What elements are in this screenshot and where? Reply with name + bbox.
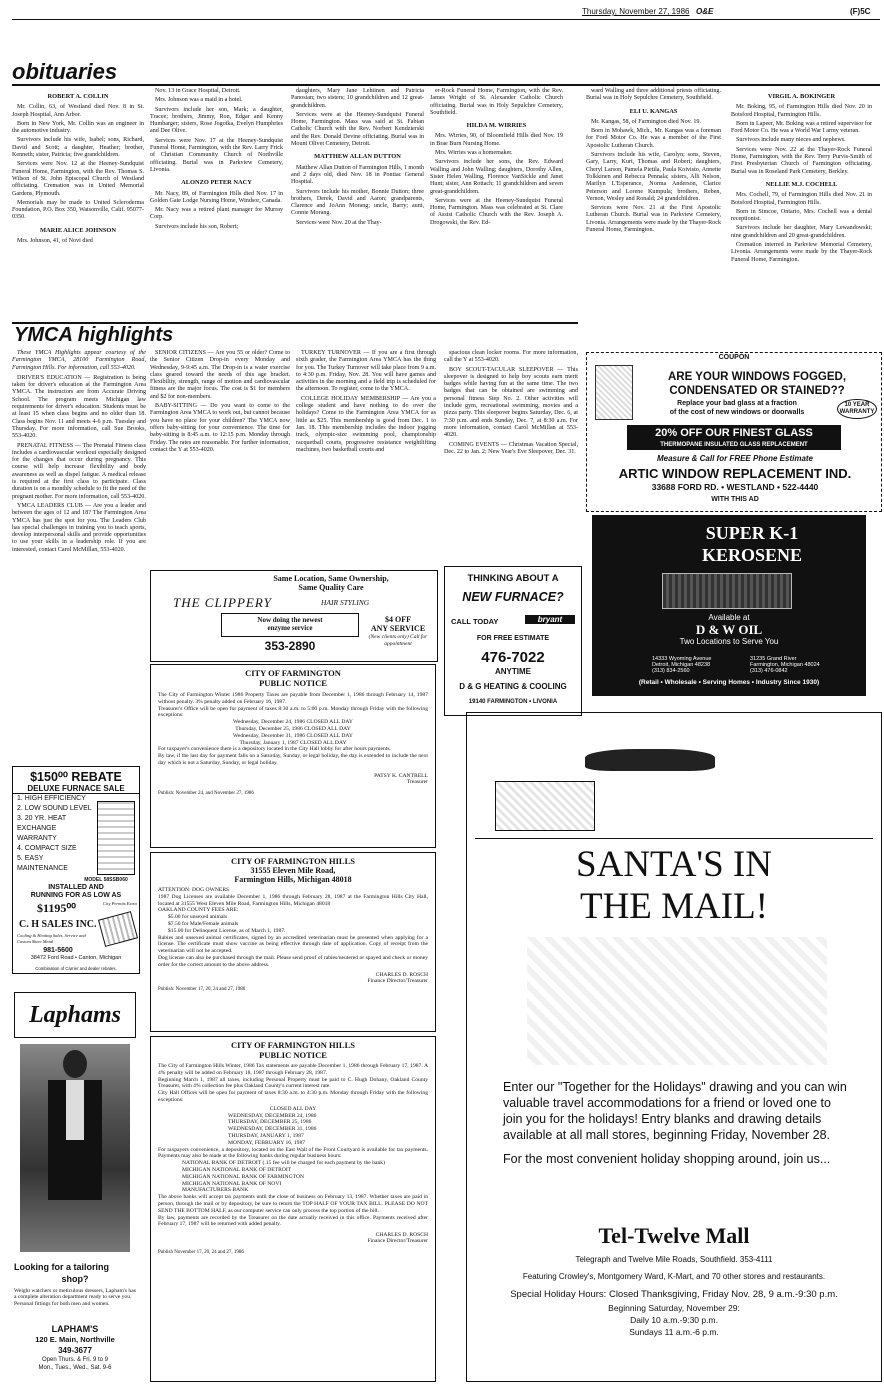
obit-col-5 xyxy=(586,88,721,348)
rebate-running: RUNNING FOR AS LOW AS xyxy=(30,892,122,899)
notice3-subtitle: PUBLIC NOTICE xyxy=(259,1050,327,1060)
list-item: MICHIGAN NATIONAL BANK OF DETROIT xyxy=(182,1166,292,1173)
article-paragraph: Survivors include his mother, Bonnie Dutton; three brothers, Derek, David and Aaron; grandparents, Clarence and JoAnn Morang; uncle, Barry; aunt, Connie Morang. xyxy=(291,188,424,217)
notice3-paragraph-6: By law, payments are recorded by the Treasurer on the date actually received in this office. Payments received after February 17, 1987 will be returned with added penalty. xyxy=(158,1214,428,1228)
furnace-thinking: THINKING ABOUT A xyxy=(467,573,559,584)
notice2-attention: ATTENTION: DOG OWNERS xyxy=(158,887,230,893)
house-silhouette xyxy=(495,781,595,831)
dw-kerosene: KEROSENE xyxy=(701,545,803,565)
clippery-line-1: Same Location, Same Ownership, xyxy=(273,574,389,583)
article-paragraph: Mrs. Wirries was a homemaker. xyxy=(435,150,513,157)
article-paragraph: Survivors include many nieces and nephews. xyxy=(736,137,846,144)
tel-twelve-mall-ad xyxy=(466,712,882,1382)
artic-sub-2: of the cost of new windows or doorwalls xyxy=(669,409,805,416)
article-paragraph: Mr. Nacy, 89, of Farmington Hills died Nov. 17 in Golden Gate Lodge Nursing Home, Windsor, Canada. xyxy=(150,190,283,204)
list-item: Wednesday, December 31, 1986 CLOSED ALL DAY xyxy=(233,732,353,739)
ymca-title: YMCA highlights xyxy=(14,324,174,346)
article-paragraph: daughters, Mary Jane Lehtinen and Patricia Panosian; two sisters; 10 grandchildren and 12 great-grandchildren. xyxy=(291,88,424,109)
artic-sub-1: Replace your bad glass at a fraction xyxy=(677,400,797,407)
mail-illustration xyxy=(527,937,827,1065)
furnace-anytime: ANYTIME xyxy=(495,667,531,676)
artic-window-ad xyxy=(586,352,882,512)
clippery-tagline: HAIR STYLING xyxy=(321,598,370,607)
mall-paragraph-2: For the most convenient holiday shopping around, join us... xyxy=(503,1152,831,1166)
rebate-features xyxy=(13,794,93,874)
notice2-fee-2: $7.50 for Male/Female animals xyxy=(168,920,239,927)
rebate-model: MODEL 58SSB060 xyxy=(84,877,128,883)
article-paragraph: Services were Nov. 12 at the Heeney-Sundquist Funeral Home, Farmington, with the Rev. Thomas S. Wilson of St. John Episcopal Church of Westland officiating. Cremation was in United Memorial Gardens, Plymouth. xyxy=(12,161,144,197)
list-item: 5. EASY MAINTENANCE xyxy=(17,855,68,872)
notice2-signature: CHARLES D. ROSCH xyxy=(375,971,428,978)
notice3-signature: CHARLES D. ROSCH xyxy=(375,1232,428,1239)
notice3-closed: CLOSED ALL DAY xyxy=(269,1105,317,1112)
article-paragraph: COMING EVENTS — Christmas Vacation Special, Dec. 22 to Jan. 2; New Year's Eve Sleepover, Dec. 31. xyxy=(444,441,578,455)
furnace-address: 19140 FARMINGTON • LIVONIA xyxy=(468,699,558,705)
notice2-fee-1: $5.00 for unsexed animals xyxy=(168,914,228,921)
article-paragraph: Mr. Boking, 95, of Farmington Hills died Nov. 20 in Botsford Hospital, Farmington Hills. xyxy=(731,104,872,118)
dw-two-locations: Two Locations to Serve You xyxy=(679,637,779,646)
dw-address-1: 14333 Wyoming Avenue xyxy=(652,656,712,662)
mall-address: Telegraph and Twelve Mile Roads, Southfield. 353-4111 xyxy=(575,1255,773,1264)
article-paragraph: Mrs. Wirries, 90, of Bloomfield Hills died Nov. 19 in Brae Burn Nursing Home. xyxy=(430,133,563,147)
furnace-illustration xyxy=(97,801,135,875)
obituary-name-heading: VIRGIL A. BOKINGER xyxy=(767,93,836,100)
clippery-phone: 353-2890 xyxy=(264,639,316,653)
obituary-name-heading: ALONZO PETER NACY xyxy=(181,179,252,187)
mall-headline-1: SANTA'S IN xyxy=(576,844,772,885)
notice3-paragraph-2: Beginning March 1, 1987 all taxes, including Personal Property must be paid to C. Hugh Dohany, Oakland County Treasurer, with 4% collection fee plus Oakland County's current interest rate. xyxy=(158,1076,428,1090)
article-paragraph: spacious clean locker rooms. For more information, call the Y at 553-4020. xyxy=(444,350,578,364)
obit-col-2 xyxy=(150,88,283,320)
mall-daily-hours: Daily 10 a.m.-9:30 p.m. xyxy=(630,1315,718,1325)
list-item: By law, if the last day for payment falls on a Saturday, Sunday, or legal holiday, the day is extended to include the next day which is not a Saturday, Sunday, or legal holiday. xyxy=(158,753,428,766)
farmington-hills-dog-notice xyxy=(150,852,436,1032)
article-paragraph: PRENATAL FITNESS — The Prenatal Fitness class includes a cardiovascular workout especially designed for the changes that occur during pregnancy. This course will help increase flexibility and body awareness as well as dispel fatigue. A medical release is required at the first class to participate. Class duration is on a monthly schedule to fit the need of the pregnant mother. For more information, call 553-4020. xyxy=(12,442,146,500)
article-paragraph: Born in New York, Mr. Collin was an engineer in the automotive industry. xyxy=(12,120,144,135)
article-paragraph: Born in Mohawk, Mich., Mr. Kangas was a foreman for Ford Motor Co. He was a member of the First Apostolic Lutheran Church. xyxy=(586,128,721,149)
laphams-question-2: shop? xyxy=(61,1274,89,1284)
article-paragraph: Matthew Allan Dutton of Farmington Hills, 1 month and 2 days old, died Nov. 18 in Pontiac General Hospital. xyxy=(291,164,424,186)
article-paragraph: Services were Nov. 20 at the Thay- xyxy=(296,219,382,226)
furnace-new-furnace: NEW FURNACE? xyxy=(462,590,564,604)
rebate-dealer: C. H SALES INC. xyxy=(19,919,97,930)
dw-name: D & W OIL xyxy=(695,622,763,637)
article-paragraph: Services were Nov. 22 at the Thayer-Rock Funeral Home, Farmington, with the Rev. Terry Purvis-Smith of First Presbyterian Church of Farmington officiating. Burial was in Roseland Park Cemetery, Berkley. xyxy=(731,146,872,175)
house-illustration xyxy=(662,573,792,609)
clippery-note: (New clients only) Call for appointment xyxy=(368,634,428,647)
artic-headline-2: CONDENSATED OR STAINED?? xyxy=(669,385,845,397)
article-paragraph: Services were Nov. 17 at the Heeney-Sundquist Funeral Home, Farmington, with the Rev. Larry Frick of Christian Community Church of Northville officiating. Burial was in Parkview Cemetery, Livonia. xyxy=(150,137,283,173)
notice1-signature: PATSY K. CANTRELL xyxy=(374,772,428,779)
warranty-badge: 10 YEAR WARRANTY xyxy=(837,399,877,419)
coupon-label: COUPON xyxy=(718,354,750,361)
obituary-name-heading: MARIE ALICE JOHNSON xyxy=(40,226,116,234)
obit-col-3 xyxy=(291,88,424,320)
notice2-fees: OAKLAND COUNTY FEES ARE: xyxy=(158,907,239,914)
article-paragraph: Mr. Nacy was a retired plant manager for Murray Corp. xyxy=(150,207,283,221)
clippery-any-service: ANY SERVICE xyxy=(370,624,426,633)
list-item: MICHIGAN NATIONAL BANK OF FARMINGTON xyxy=(182,1173,305,1180)
with-this-ad: WITH THIS AD xyxy=(711,496,759,503)
mall-headline-2: THE MAIL! xyxy=(579,886,769,927)
rebate-phone: 981-5600 xyxy=(43,947,73,954)
mall-sunday-hours: Sundays 11 a.m.-6 p.m. xyxy=(629,1327,719,1337)
ymca-col-1 xyxy=(12,350,146,766)
notice3-body xyxy=(158,1063,428,1228)
laphams-name: LAPHAM'S xyxy=(51,1324,99,1334)
article-paragraph: YMCA LEADERS CLUB — Are you a leader and between the ages of 12 and 18? The Farmington Area YMCA has just the spot for you. The Leaders Club has special challenges in training you to teach sports, develop interpersonal skills and provide opportunities to use your skills in a leadership role. If you are interested, contact Carol McMillan, 553-4020. xyxy=(12,502,146,553)
mall-beginning: Beginning Saturday, November 29: xyxy=(608,1303,740,1313)
article-paragraph: Survivors include his wife, Carolyn; sons, Steven, Gary, Larry, Kurt, Thomas and Robert; daughters, Cheryl Larson, Pamela Pietila, Paula Koivisto, Annette Tolkkinen and Rebecca Pennala; sisters, Alli Nelson, Marilyn L'Esperance, Norma Anderson, Clarice Peterson and Lorene Kumpula; brothers, Reben, Vernon, Wesley and Ronald; 24 grandchildren. xyxy=(586,152,721,202)
notice3-banks xyxy=(158,1160,428,1194)
notice2-signature-title: Finance Director/Treasurer xyxy=(367,977,428,984)
notice3-publish: Publish November 17, 20, 24 and 27, 1986 xyxy=(158,1250,244,1256)
artic-name: ARTIC WINDOW REPLACEMENT IND. xyxy=(618,466,852,481)
article-paragraph: BABY-SITTING — Do you want to come to the Farmington Area YMCA to work out, but cannot because you have no place for your children? The YMCA now offers baby-sitting for your convenience. The time for baby-sitting is 8:45 a.m. to 12:15 p.m. Monday through Friday. The rates are reasonable. For further information, contact the Y at 553-4020. xyxy=(150,403,290,453)
dw-footer: (Retail • Wholesale • Serving Homes • Industry Since 1930) xyxy=(638,679,820,686)
gauge-illustration xyxy=(98,911,138,947)
furnace-dealer-name: D & G HEATING & COOLING xyxy=(459,682,567,691)
obit-col-1 xyxy=(12,88,144,320)
article-paragraph: Mrs. Johnson, 41, of Novi died xyxy=(17,238,93,245)
article-paragraph: Survivors include her son, Mark; a daughter, Tracee; brothers, Jimmy, Ron, Edgar and Kenny Humbarger; sisters, Rose Jogotka, Evelyn Humphries and Dee Olive. xyxy=(150,106,283,135)
mall-featuring: Featuring Crowley's, Montgomery Ward, K-Mart, and 70 other stores and restaurants. xyxy=(522,1272,826,1281)
list-item: NATIONAL BANK OF DETROIT (.15 fee will be charged for each payment by the bank) xyxy=(182,1160,385,1167)
header-paper: O&E xyxy=(696,7,714,16)
notice3-paragraph-3: City Hall Offices will be open for payment of taxes 8:30 a.m. to 4:30 p.m. Monday through Friday with the following exceptions: xyxy=(158,1090,428,1103)
laphams-body: Weight watchers or meticulous dressers, Lapham's has a complete alteration department ready to serve you. Personal fittings for both men and women. xyxy=(14,1288,136,1307)
list-item: WEDNESDAY, DECEMBER 24, 1986 xyxy=(228,1112,317,1119)
notice3-paragraph-4: For taxpayers convenience, a depository, located on the East Wall of the Front Courtyard is available for tax payments. Payments may also be made at the following banks during regular business hours: xyxy=(158,1146,428,1160)
article-paragraph: Survivors include her daughter, Mary Lewandowski; nine grandchildren and 20 great-grandchildren. xyxy=(731,225,872,239)
list-item: MONDAY, FEBRUARY 16, 1987 xyxy=(228,1139,306,1146)
article-paragraph: Mr. Collin, 63, of Westland died Nov. 8 in St. Joseph Hospital, Ann Arbor. xyxy=(12,104,144,118)
notice2-body xyxy=(158,887,428,969)
dw-phone-1: (313) 834-2560 xyxy=(652,668,690,674)
furnace-rebate-ad xyxy=(12,766,140,974)
list-item: Thursday, December 25, 1986 CLOSED ALL DAY xyxy=(235,725,351,732)
dw-oil-ad xyxy=(592,515,866,660)
article-paragraph: er-Rock Funeral Home, Farmington, with the Rev. James Wright of St. Alexander Catholic Church officiating. Burial was in Holy Sepulchre Cemetery, Southfield. xyxy=(430,88,563,116)
notice3-closed-days xyxy=(158,1113,428,1147)
list-item: THURSDAY, JANUARY 1, 1987 xyxy=(228,1132,304,1139)
article-paragraph: Mrs. Cochell, 79, of Farmington Hills died Nov. 21 in Botsford Hospital, Farmington Hills. xyxy=(731,192,872,206)
clippery-line-2: Same Quality Care xyxy=(298,583,364,592)
dw-city-1: Detroit, Michigan 48238 xyxy=(652,662,711,668)
notice2-city: Farmington Hills, Michigan 48018 xyxy=(234,875,352,884)
window-illustration xyxy=(595,365,633,420)
notice2-paragraph-1: 1987 Dog Licenses are available December 1, 1986 through February 28, 1987 at the Farmington Hills City Hall, located at 31555 West Eleven Mile Road, Farmington Hills, Michigan 48018 xyxy=(158,893,428,907)
model-photo xyxy=(20,1044,130,1252)
article-paragraph: BOY SCOUT-TACULAR SLEEPOVER — This sleepover is designed to help boy scouts earn merit badges while having fun at the same time. The two badges that can be obtained are swimming and personal fitness Step No. 2. Other activities will include gym, recreational swimming, movies and a pizza party. This sleepover begins Saturday, Dec. 6, at 7:30 p.m. and ends Sunday, Dec. 7, at 8:30 a.m. For more information, contact Carol McMillan at 553-4020. xyxy=(444,366,578,439)
list-item: The City of Farmington Winter 1986 Property Taxes are payable from December 1, 1986 through February 14, 1987 without penalty. 3% penalty added on February 16, 1987. xyxy=(158,692,428,705)
obit-col-4 xyxy=(430,88,563,320)
model-shirt xyxy=(66,1080,84,1140)
clippery-offer: $4 OFF xyxy=(385,615,411,624)
dw-super-k1: SUPER K-1 xyxy=(705,523,799,543)
list-item: 4. COMPACT SIZE xyxy=(17,845,77,852)
ymca-col-4 xyxy=(444,350,578,565)
rebate-installed: INSTALLED AND xyxy=(48,884,104,891)
notice2-address: 31555 Eleven Mile Road, xyxy=(250,866,336,875)
artic-address: 33688 FORD RD. • WESTLAND • 522-4440 xyxy=(651,482,819,492)
notice1-subtitle: PUBLIC NOTICE xyxy=(259,678,327,688)
clippery-enzyme: enzyme service xyxy=(267,624,313,632)
list-item: 3. 20 YR. HEAT EXCHANGE WARRANTY xyxy=(17,815,67,842)
rebate-footer: Combination of Carrier and dealer rebates. xyxy=(35,966,117,971)
notice2-publish: Publish: November 17, 20, 24 and 27, 1986 xyxy=(158,986,246,992)
article-paragraph: Services were at the Heeney-Sundquist Funeral Home, Farmington. Mass was celebrated at St. Clare of Assisi Catholic Church with the Rev. Joseph A. Drogowski, the Rev. Ed- xyxy=(430,197,563,226)
notice3-paragraph-5: The above banks will accept tax payments until the close of business on February 13, 1987. Whether taxes are paid in person, through the mail or by depository, be sure to return the TOP HALF OF YOUR TAX BILL. PLEASE DO NOT SEND THE BOTTOM HALF, as our computer service can only process the top portion of the bill. xyxy=(158,1194,428,1214)
article-paragraph: Services were at the Heeney-Sundquist Funeral Home, Farmington. Mass was said at St. Fabian Catholic Church with the Rev. Norbert Kendzierski and the Rev. Donald Devine officiating. Burial was in Mount Olivet Cemetery, Detroit. xyxy=(291,111,424,148)
article-paragraph: DRIVER'S EDUCATION — Registration is being taken for driver's education at the Farmington Area YMCA. The instructors are from Accurate Driving School. The program meets Michigan law requirements for driver's education. Students must be at least 15 when class begins and no older than 18. Class begins Nov. 11 and meets 4-6 p.m. Tuesday and Thursday. For more information, call Sue Brooks, 553-4020. xyxy=(12,374,146,440)
city-of-farmington-notice xyxy=(150,664,436,848)
intro-paragraph: These YMCA Highlights appear courtesy of the Farmington YMCA, 28100 Farmington Road, Farmington Hills. For information, call 553-4020. xyxy=(12,350,146,371)
rebate-services: Cooling & Heating Sales, Service and Custom Sheet Metal xyxy=(17,933,86,944)
page-header xyxy=(12,6,880,20)
obituary-name-heading: ELI U. KANGAS xyxy=(629,107,678,115)
obituary-name-heading: NELLIE M.J. COCHELL xyxy=(765,180,838,188)
notice3-title: CITY OF FARMINGTON HILLS xyxy=(231,1040,355,1050)
ymca-col-3 xyxy=(296,350,436,565)
list-item: MICHIGAN NATIONAL BANK OF NOVI xyxy=(182,1180,282,1187)
furnace-call-today: CALL TODAY xyxy=(451,617,499,626)
laphams-phone: 349-3677 xyxy=(58,1346,92,1355)
obit-col-6 xyxy=(731,88,872,348)
article-paragraph: Survivors include his wife, Isabel; sons, Richard, David and Scott; a daughter, Heather; brother, Kenneth; sister, Patricia; five grandchildren. xyxy=(12,137,144,159)
list-item: Wednesday, December 24, 1986 CLOSED ALL DAY xyxy=(233,719,353,726)
article-paragraph: Cremation interred in Parkview Memorial Cemetery, Livonia. Arrangements were made by the Thayer-Rock Funeral Home, Farmington. xyxy=(731,242,872,263)
article-paragraph: Nov. 13 in Grace Hospital, Detroit. xyxy=(155,88,241,94)
rebate-headline: $150⁰⁰ REBATE xyxy=(30,770,122,784)
clippery-now-doing: Now doing the newest xyxy=(257,616,323,624)
dw-addresses xyxy=(592,650,866,696)
dw-address-2: 31235 Grand River xyxy=(750,656,797,662)
ymca-col-2 xyxy=(150,350,290,565)
list-item: WEDNESDAY, DECEMBER 31, 1986 xyxy=(228,1126,317,1133)
article-paragraph: Survivors include his son, Robert; xyxy=(155,223,239,230)
farmington-hills-tax-notice xyxy=(150,1036,436,1382)
furnace-free-estimate: FOR FREE ESTIMATE xyxy=(476,635,550,642)
article-paragraph: TURKEY TURNOVER — If you are a first through sixth grader, the Farmington Area YMCA has the thing for you. The Turkey Turnover will take place from 9 a.m. to 4:30 p.m. Friday, Nov. 28. You will have games and activities in the morning and a field trip is scheduled for the afternoon. To register, come to the YMCA. xyxy=(296,350,436,393)
notice3-signature-title: Finance Director/Treasurer xyxy=(367,1238,428,1245)
article-paragraph: ward Walling and three additional priests officiating. Burial was in Holy Sepulchre Cemetery, Southfield. xyxy=(586,88,721,102)
obituary-name-heading: MATTHEW ALLAN DUTTON xyxy=(314,153,401,161)
article-paragraph: Survivors include her sons, the Rev. Edward Walling and John Walling; daughters, Dorothy Allen, Sister Helen Walling, Florence VanSickle and Janet Hunt; sister, Ann Rottach; 11 grandchildren and seven great-grandchildren. xyxy=(430,159,563,195)
rebate-address: 38472 Ford Road • Canton, Michigan xyxy=(30,955,122,961)
rebate-subhead: DELUXE FURNACE SALE xyxy=(13,784,139,794)
laphams-hours-1: Open Thurs. & Fri. 9 to 9 xyxy=(42,1357,108,1363)
notice2-paragraph-3: Dog license can also be purchased through the mail. Please send proof of rabies/neutered or spayed and check or money order for the correct amount to the above address. xyxy=(158,954,428,968)
notice1-body-2 xyxy=(158,746,428,766)
laphams-hours-2: Mon., Tues., Wed., Sat. 9-6 xyxy=(38,1365,112,1371)
dw-phone-2: (313) 476-0842 xyxy=(750,668,788,674)
artic-headline-1: ARE YOUR WINDOWS FOGGED, xyxy=(667,371,847,383)
list-item: THURSDAY, DECEMBER 25, 1986 xyxy=(228,1119,312,1126)
laphams-question-1: Looking for a tailoring xyxy=(14,1262,109,1272)
laphams-logo: Laphams xyxy=(14,992,136,1038)
obituary-name-heading: ROBERT A. COLLIN xyxy=(47,93,109,100)
laphams-address: 120 E. Main, Northville xyxy=(35,1335,115,1344)
clippery-logo: THE CLIPPERY xyxy=(173,595,272,610)
article-paragraph: SENIOR CITIZENS — Are you 55 or older? Come to the Senior Citizen Drop-in every Monday and Wednesday, 9-9:45 a.m. The Drop-in is a water exercise class geared toward the needs of this age bracket. Flexibility, strength, range of motion and cardiovascular fitness are the major focus. The cost is $1 for members and $2 for non-members. xyxy=(150,350,290,400)
list-item: 2. LOW SOUND LEVEL xyxy=(17,805,92,812)
dw-city-2: Farmington, Michigan 48024 xyxy=(750,662,820,668)
notice3-paragraph-1: The City of Farmington Hills Winter, 1986 Tax statements are payable December 1, 1986 through February 17, 1987. A 4% penalty will be added on February 18, 1987 through February 28, 1987. xyxy=(158,1063,428,1076)
laphams-ad xyxy=(14,992,136,1382)
artic-thermopane: THERMOPANE INSULATED GLASS REPLACEMENT xyxy=(627,441,841,450)
mall-paragraph-1: Enter our "Together for the Holidays" drawing and you can win valuable travel accommodations for a friend or loved one to join you for the holidays! Entry blanks and drawing details available at all mall stores, beginning Friday, November 28. xyxy=(503,1080,847,1142)
notice2-fee-3: $15.00 for Delinquent License, as of March 1, 1987. xyxy=(168,927,286,934)
article-paragraph: Services were Nov. 21 at the First Apostolic Lutheran Church. Burial was in Parkview Cemetery, Livonia. Arrangements were made by the Thayer-Rock Funeral Home, Farmington. xyxy=(586,205,721,234)
clippery-service-box xyxy=(221,613,359,637)
dw-available: Available at xyxy=(708,613,750,622)
bryant-logo: bryant xyxy=(525,615,575,624)
notice2-paragraph-2: Rabies and unsexed animal certificates, signed by an accredited veterinarian must be presented when applying for a license. The certificate must show vaccine as being effective through date of application. Copy of receipt from the veterinarian will not be accepted. xyxy=(158,934,428,955)
list-item: MANUFACTURERS BANK xyxy=(182,1187,249,1194)
model-head xyxy=(63,1050,87,1078)
notice1-closed-days xyxy=(158,719,428,746)
list-item: 1. HIGH EFFICIENCY xyxy=(17,795,86,802)
santa-sleigh-illustration xyxy=(475,721,873,839)
rebate-price: $1195⁰⁰ xyxy=(37,901,76,915)
list-item: Treasurer's Office will be open for payment of taxes 8:30 a.m. to 5:00 p.m. Monday through Friday with the following exceptions: xyxy=(158,705,428,719)
header-section: (F)5C xyxy=(850,7,871,16)
article-paragraph: COLLEGE HOLIDAY MEMBERSHIP — Are you a college student and have nothing to do over the holidays? Come to the Farmington Area YMCA for as little as $25. This membership is good from Dec. 1 to Jan. 18. This membership includes the indoor jogging track, olympic-size swimming pool, championship racquetball courts, progressive resistance weightlifting machines, two basketball courts and xyxy=(296,395,436,453)
obituaries-title: obituaries xyxy=(12,59,118,84)
artic-estimate: Measure & Call for FREE Phone Estimate xyxy=(656,454,814,463)
article-paragraph: Memorials may be made to United Scleroderma Foundation, P.O. Box 350, Watsonville, Calif. 95077-0350. xyxy=(12,199,144,221)
list-item: Thursday, January 1, 1987 CLOSED ALL DAY xyxy=(239,739,347,746)
obituary-name-heading: HILDA M. WIRRIES xyxy=(466,122,527,130)
artic-offer: 20% OFF OUR FINEST GLASS xyxy=(627,425,841,441)
furnace-phone: 476-7022 xyxy=(481,649,545,666)
clippery-ad xyxy=(150,570,438,662)
article-paragraph: Mr. Kangas, 58, of Farmington died Nov. 19. xyxy=(591,118,701,125)
rebate-city-permits: City Permits Extra xyxy=(103,901,137,906)
notice1-publish: Publish: November 24, and November 27, 1986 xyxy=(158,790,254,796)
list-item: For taxpayer's convenience there is a depository located in the City Hall lobby for after hours payments. xyxy=(158,746,391,753)
article-paragraph: Born in Simcoe, Ontario, Mrs. Cochell was a dental receptionist. xyxy=(731,208,872,223)
notice1-title: CITY OF FARMINGTON xyxy=(245,668,341,678)
santa-silhouette xyxy=(585,749,715,771)
furnace-ad xyxy=(444,566,582,716)
header-date: Thursday, November 27, 1986 xyxy=(582,7,690,16)
article-paragraph: Mrs. Johnson was a maid in a hotel. xyxy=(155,97,243,104)
notice1-body xyxy=(158,692,428,719)
notice2-title: CITY OF FARMINGTON HILLS xyxy=(231,856,355,866)
article-paragraph: Born in Lapeer, Mr. Boking was a retired supervisor for Ford Motor Co. He was a World War I army veteran. xyxy=(731,120,872,135)
mall-logo: Tel-Twelve Mall xyxy=(598,1223,750,1248)
notice1-title-treasurer: Treasurer xyxy=(406,778,428,785)
mall-holiday-hours: Special Holiday Hours: Closed Thanksgiving, Friday Nov. 28, 9 a.m.-9:30 p.m. xyxy=(510,1289,838,1300)
